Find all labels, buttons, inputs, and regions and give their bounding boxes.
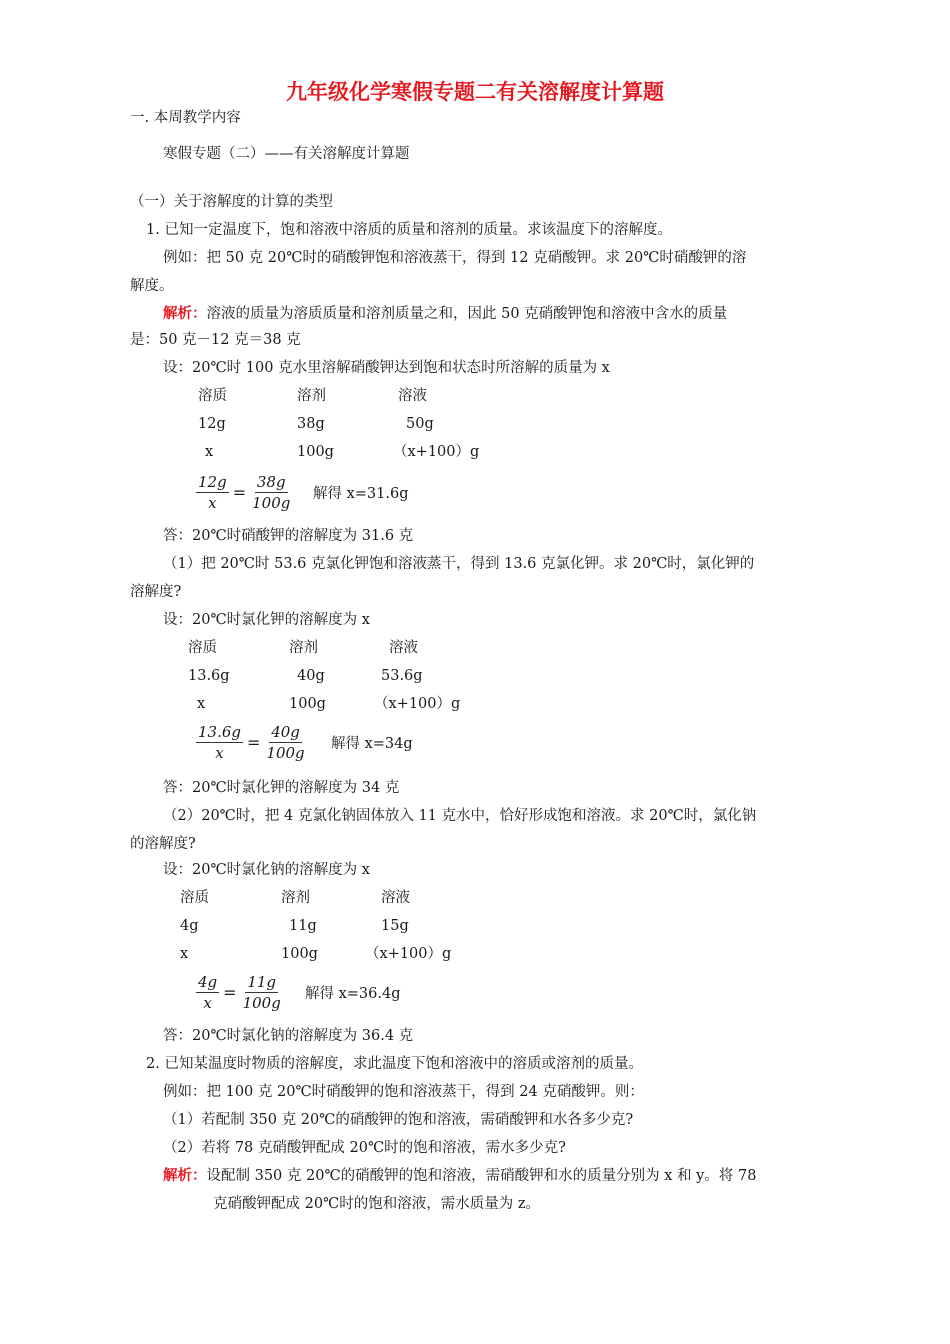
result-1: 解得 x=31.6g: [313, 486, 409, 502]
result-2: 解得 x=34g: [331, 736, 413, 752]
table-3-cell: 15g: [381, 918, 409, 934]
table-3-cell: x: [180, 946, 189, 962]
example-2-question-1: （1）若配制 350 克 20℃的硝酸钾的饱和溶液，需硝酸钾和水各多少克?: [163, 1112, 634, 1128]
table-1-cell: 100g: [297, 444, 334, 460]
numerator: 40g: [271, 723, 300, 741]
analysis-label: 解析：: [163, 1167, 207, 1184]
example-2-question-2: （2）若将 78 克硝酸钾配成 20℃时的饱和溶液，需水多少克?: [163, 1140, 566, 1156]
table-3-header-solution: 溶液: [381, 890, 410, 906]
table-3-cell: 11g: [289, 918, 317, 934]
question-2-line-2: 的溶解度?: [130, 836, 196, 852]
denominator: x: [203, 994, 212, 1012]
question-1-line-1: （1）把 20℃时 53.6 克氯化钾饱和溶液蒸干，得到 13.6 克氯化钾。求 20℃时，氯化钾的: [163, 556, 755, 572]
answer-3: 答：20℃时氯化钠的溶解度为 36.4 克: [163, 1028, 414, 1044]
assume-1: 设：20℃时 100 克水里溶解硝酸钾达到饱和状态时所溶解的质量为 x: [163, 360, 610, 376]
fraction-equation-2: $\frac{13.6g}{x}$ = $\frac{40g}{100g}$: [198, 723, 305, 762]
table-2-cell: 13.6g: [188, 668, 230, 684]
analysis-1-line-1: [163, 304, 727, 324]
denominator: 100g: [252, 494, 291, 512]
fraction-equation-3: $\frac{4g}{x}$ = $\frac{11g}{100g}$: [198, 973, 281, 1012]
analysis-2-line-2: 克硝酸钾配成 20℃时的饱和溶液，需水质量为 z。: [213, 1196, 541, 1212]
table-2-header-solute: 溶质: [188, 640, 217, 656]
numerator: 38g: [256, 473, 286, 491]
numerator: 12g: [198, 473, 227, 491]
page-title: 九年级化学寒假专题二有关溶解度计算题: [286, 79, 664, 104]
result-3: 解得 x=36.4g: [305, 986, 401, 1002]
table-1-cell: 12g: [198, 416, 226, 432]
example-2: 例如：把 100 克 20℃时硝酸钾的饱和溶液蒸干，得到 24 克硝酸钾。则：: [163, 1084, 644, 1100]
analysis-text: 设配制 350 克 20℃的硝酸钾的饱和溶液，需硝酸钾和水的质量分别为 x 和 y。将 78: [206, 1168, 757, 1184]
assume-3: 设：20℃时氯化钠的溶解度为 x: [163, 862, 370, 878]
table-2-cell: x: [197, 696, 206, 712]
table-2-cell: 53.6g: [381, 668, 423, 684]
table-3-header-solvent: 溶剂: [281, 890, 310, 906]
assume-2: 设：20℃时氯化钾的溶解度为 x: [163, 612, 370, 628]
table-3-cell: （x+100）g: [365, 946, 452, 962]
denominator: 100g: [266, 744, 305, 762]
denominator: x: [208, 494, 217, 512]
table-1-cell: x: [205, 444, 214, 460]
example-1-line-1: 例如：把 50 克 20℃时的硝酸钾饱和溶液蒸干，得到 12 克硝酸钾。求 20℃时硝酸钾的溶: [163, 250, 747, 266]
table-1-header-solution: 溶液: [398, 388, 427, 404]
analysis-2-line-1: [163, 1166, 756, 1186]
table-2-cell: 100g: [289, 696, 326, 712]
table-3-cell: 4g: [180, 918, 199, 934]
table-1-header-solute: 溶质: [198, 388, 227, 404]
section-heading: 一. 本周教学内容: [130, 110, 241, 126]
table-2-cell: 40g: [297, 668, 325, 684]
table-3-header-solute: 溶质: [180, 890, 209, 906]
answer-1: 答：20℃时硝酸钾的溶解度为 31.6 克: [163, 528, 414, 544]
numerator: 4g: [198, 973, 218, 991]
table-1-cell: （x+100）g: [393, 444, 480, 460]
denominator: x: [215, 744, 224, 762]
type-1-heading: 1. 已知一定温度下，饱和溶液中溶质的质量和溶剂的质量。求该温度下的溶解度。: [146, 222, 672, 238]
topic-line: 寒假专题（二）——有关溶解度计算题: [163, 146, 410, 162]
table-3-cell: 100g: [281, 946, 318, 962]
question-1-line-2: 溶解度?: [130, 584, 182, 600]
table-1-cell: 50g: [406, 416, 434, 432]
question-2-line-1: （2）20℃时，把 4 克氯化钠固体放入 11 克水中，恰好形成饱和溶液。求 20℃时，氯化钠: [163, 808, 757, 824]
table-2-header-solution: 溶液: [389, 640, 418, 656]
analysis-label: 解析：: [163, 305, 207, 322]
type-2-heading: 2. 已知某温度时物质的溶解度，求此温度下饱和溶液中的溶质或溶剂的质量。: [146, 1056, 643, 1072]
denominator: 100g: [242, 994, 281, 1012]
part-heading: （一）关于溶解度的计算的类型: [130, 194, 333, 210]
fraction-equation-1: $\frac{12g}{x}$ = $\frac{38g}{100g}$: [198, 473, 291, 512]
table-1-header-solvent: 溶剂: [297, 388, 326, 404]
analysis-1-line-2: 是：50 克－12 克＝38 克: [130, 332, 301, 348]
example-1-line-2: 解度。: [130, 278, 174, 294]
numerator: 11g: [247, 973, 277, 991]
answer-2: 答：20℃时氯化钾的溶解度为 34 克: [163, 780, 400, 796]
analysis-text: 溶液的质量为溶质质量和溶剂质量之和，因此 50 克硝酸钾饱和溶液中含水的质量: [206, 306, 728, 322]
table-2-cell: （x+100）g: [374, 696, 461, 712]
table-2-header-solvent: 溶剂: [289, 640, 318, 656]
numerator: 13.6g: [198, 723, 242, 741]
table-1-cell: 38g: [297, 416, 325, 432]
